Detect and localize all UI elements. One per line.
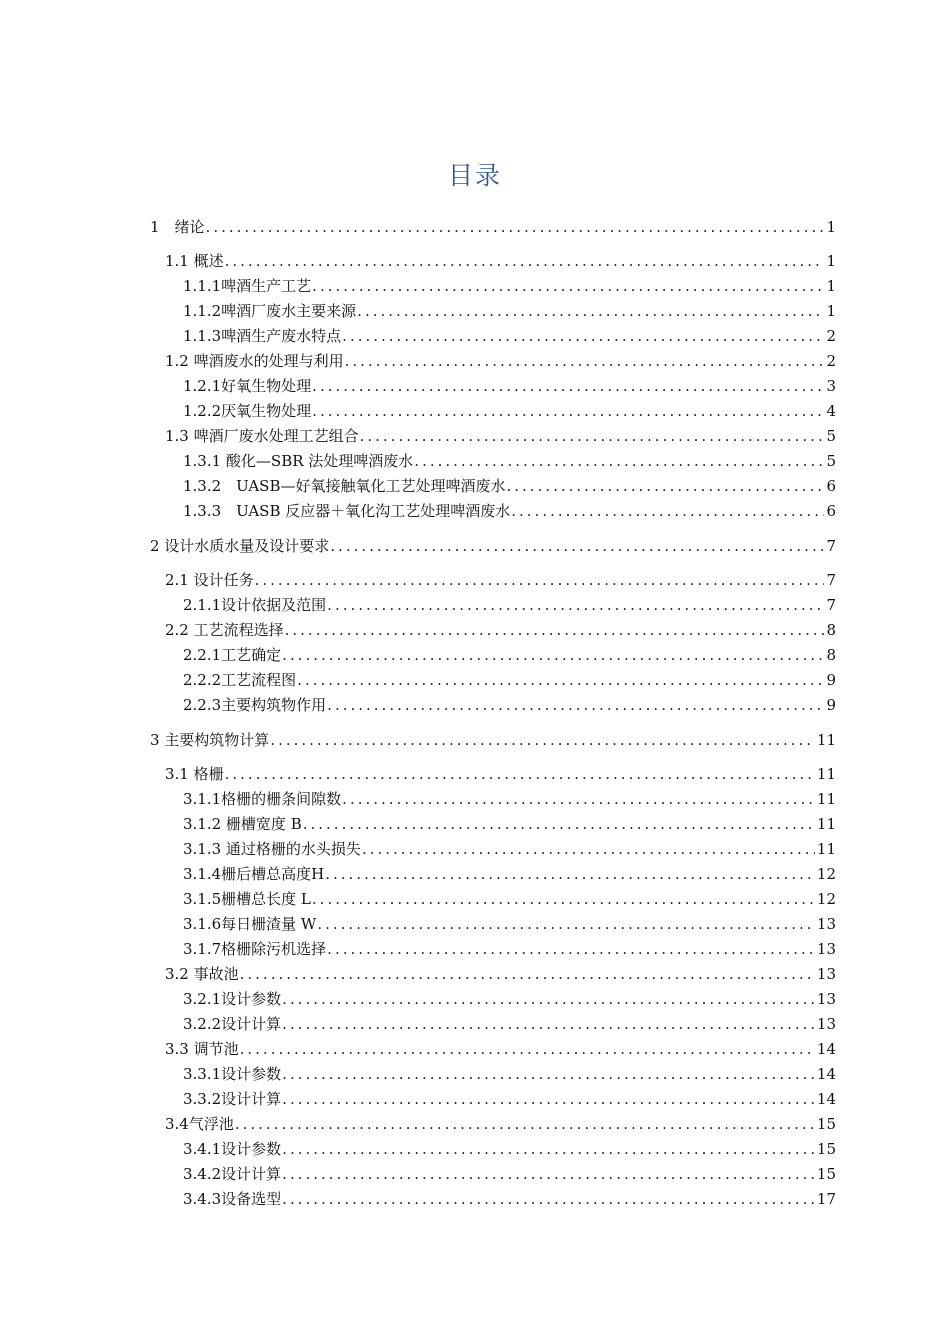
toc-entry-label: 3.4.3设备选型 xyxy=(183,1190,282,1208)
toc-entry-label: 3 主要构筑物计算 xyxy=(150,731,270,749)
toc-leader-dots xyxy=(225,763,815,785)
toc-entry-page: 7 xyxy=(826,596,836,614)
toc-leader-dots xyxy=(317,913,815,935)
toc-entry-label: 2.2.1工艺确定 xyxy=(183,646,282,664)
toc-entry[interactable] xyxy=(183,863,836,885)
toc-leader-dots xyxy=(282,988,815,1010)
toc-entry-label: 3.3.1设计参数 xyxy=(183,1065,282,1083)
toc-leader-dots xyxy=(357,300,824,322)
toc-entry[interactable] xyxy=(183,450,836,472)
toc-entry-label: 2.1 设计任务 xyxy=(165,571,254,589)
toc-leader-dots xyxy=(240,963,815,985)
toc-entry-page: 6 xyxy=(826,477,836,495)
toc-entry[interactable] xyxy=(183,500,836,522)
toc-entry-label: 1.1.2啤酒厂废水主要来源 xyxy=(183,302,357,320)
toc-entry-label: 1 绪论 xyxy=(150,218,205,236)
toc-entry-page: 11 xyxy=(816,790,836,808)
toc-entry[interactable] xyxy=(183,888,836,910)
toc-entry-page: 1 xyxy=(826,277,836,295)
toc-entry-page: 9 xyxy=(826,671,836,689)
toc-entry[interactable] xyxy=(183,813,836,835)
toc-entry-label: 3.2 事故池 xyxy=(165,965,239,983)
toc-entry-page: 13 xyxy=(816,940,836,958)
toc-entry[interactable] xyxy=(183,375,836,397)
toc-entry-label: 3.4.1设计参数 xyxy=(183,1140,282,1158)
toc-entry-label: 3.1.3 通过格栅的水头损失 xyxy=(183,840,361,858)
toc-entry-page: 14 xyxy=(816,1065,836,1083)
toc-entry-label: 1.3.1 酸化—SBR 法处理啤酒废水 xyxy=(183,452,414,470)
toc-entry-page: 13 xyxy=(816,1015,836,1033)
toc-entry[interactable] xyxy=(183,1013,836,1035)
toc-entry-label: 1.1.3啤酒生产废水特点 xyxy=(183,327,342,345)
toc-entry-label: 1.3.2 UASB—好氧接触氧化工艺处理啤酒废水 xyxy=(183,477,506,495)
toc-entry[interactable] xyxy=(165,350,836,372)
toc-leader-dots xyxy=(511,500,824,522)
toc-entry-label: 3.1.6每日栅渣量 W xyxy=(183,915,317,933)
toc-leader-dots xyxy=(240,1038,815,1060)
toc-entry-page: 5 xyxy=(826,452,836,470)
toc-entry[interactable] xyxy=(183,694,836,716)
toc-entry-label: 3.1 格栅 xyxy=(165,765,224,783)
toc-leader-dots xyxy=(360,425,825,447)
toc-entry-page: 15 xyxy=(816,1115,836,1133)
toc-leader-dots xyxy=(225,250,825,272)
toc-entry-page: 12 xyxy=(816,865,836,883)
toc-leader-dots xyxy=(206,216,825,238)
toc-leader-dots xyxy=(342,325,824,347)
toc-entry[interactable] xyxy=(150,535,836,557)
toc-entry-label: 3.1.5栅槽总长度 L xyxy=(183,890,311,908)
toc-leader-dots xyxy=(506,475,824,497)
toc-entry-label: 2 设计水质水量及设计要求 xyxy=(150,537,330,555)
toc-entry[interactable] xyxy=(165,1038,836,1060)
toc-entry[interactable] xyxy=(183,300,836,322)
toc-entry-page: 5 xyxy=(826,427,836,445)
toc-entry[interactable] xyxy=(183,1138,836,1160)
toc-leader-dots xyxy=(312,375,824,397)
toc-leader-dots xyxy=(312,888,815,910)
toc-leader-dots xyxy=(312,275,824,297)
toc-entry-label: 1.2.2厌氧生物处理 xyxy=(183,402,312,420)
toc-leader-dots xyxy=(303,813,815,835)
toc-entry-label: 3.1.2 栅槽宽度 B xyxy=(183,815,302,833)
toc-entry-label: 3.2.1设计参数 xyxy=(183,990,282,1008)
toc-entry-label: 1.3 啤酒厂废水处理工艺组合 xyxy=(165,427,359,445)
toc-leader-dots xyxy=(270,729,815,751)
toc-entry[interactable] xyxy=(165,763,836,785)
toc-entry-label: 3.3.2设计计算 xyxy=(183,1090,282,1108)
toc-entry-page: 8 xyxy=(826,646,836,664)
toc-entry-page: 6 xyxy=(826,502,836,520)
toc-entry-page: 9 xyxy=(826,696,836,714)
toc-leader-dots xyxy=(282,1088,815,1110)
toc-entry-page: 13 xyxy=(816,965,836,983)
toc-entry[interactable] xyxy=(165,1113,836,1135)
toc-entry-label: 1.3.3 UASB 反应器＋氧化沟工艺处理啤酒废水 xyxy=(183,502,511,520)
toc-entry[interactable] xyxy=(183,275,836,297)
toc-entry-label: 2.1.1设计依据及范围 xyxy=(183,596,327,614)
toc-entry[interactable] xyxy=(183,594,836,616)
toc-entry[interactable] xyxy=(183,788,836,810)
toc-entry-label: 3.3 调节池 xyxy=(165,1040,239,1058)
toc-leader-dots xyxy=(342,788,815,810)
toc-leader-dots xyxy=(325,863,815,885)
toc-leader-dots xyxy=(330,535,824,557)
toc-leader-dots xyxy=(285,619,825,641)
toc-entry-page: 1 xyxy=(826,218,836,236)
toc-entry[interactable] xyxy=(183,1163,836,1185)
toc-entry-label: 3.1.4栅后槽总高度H xyxy=(183,865,325,883)
toc-entry-label: 2.2.3主要构筑物作用 xyxy=(183,696,327,714)
toc-entry[interactable] xyxy=(183,913,836,935)
toc-entry-page: 15 xyxy=(816,1140,836,1158)
toc-entry[interactable] xyxy=(183,988,836,1010)
toc-leader-dots xyxy=(312,400,824,422)
toc-entry-page: 14 xyxy=(816,1040,836,1058)
toc-entry-page: 7 xyxy=(826,537,836,555)
toc-leader-dots xyxy=(297,669,824,691)
toc-leader-dots xyxy=(414,450,824,472)
toc-entry[interactable] xyxy=(183,475,836,497)
page-title: 目录 xyxy=(447,161,502,190)
toc-entry-page: 11 xyxy=(816,840,836,858)
toc-entry-label: 3.1.7格栅除污机选择 xyxy=(183,940,327,958)
toc-entry-label: 3.4.2设计计算 xyxy=(183,1165,282,1183)
toc-leader-dots xyxy=(327,594,824,616)
toc-entry[interactable] xyxy=(183,1063,836,1085)
toc-entry-label: 1.1.1啤酒生产工艺 xyxy=(183,277,312,295)
toc-entry[interactable] xyxy=(183,838,836,860)
toc-entry-label: 3.4气浮池 xyxy=(165,1115,234,1133)
toc-entry-page: 11 xyxy=(816,815,836,833)
toc-leader-dots xyxy=(235,1113,815,1135)
toc-entry-page: 13 xyxy=(816,915,836,933)
toc-entry-label: 1.2 啤酒废水的处理与利用 xyxy=(165,352,344,370)
toc-leader-dots xyxy=(327,694,824,716)
toc-entry[interactable] xyxy=(183,1088,836,1110)
toc-entry[interactable] xyxy=(165,250,836,272)
toc-entry[interactable] xyxy=(183,669,836,691)
toc-entry-label: 3.1.1格栅的栅条间隙数 xyxy=(183,790,342,808)
toc-entry[interactable] xyxy=(165,963,836,985)
toc-entry-label: 3.2.2设计计算 xyxy=(183,1015,282,1033)
toc-entry-page: 4 xyxy=(826,402,836,420)
toc-leader-dots xyxy=(282,1013,815,1035)
toc-entry-label: 1.2.1好氧生物处理 xyxy=(183,377,312,395)
toc-leader-dots xyxy=(282,644,824,666)
toc-entry-page: 15 xyxy=(816,1165,836,1183)
toc-entry[interactable] xyxy=(150,729,836,751)
toc-entry-page: 1 xyxy=(826,252,836,270)
toc-entry-page: 2 xyxy=(826,327,836,345)
toc-entry-page: 8 xyxy=(826,621,836,639)
toc-entry[interactable] xyxy=(183,325,836,347)
toc-entry[interactable] xyxy=(183,938,836,960)
toc-leader-dots xyxy=(282,1063,815,1085)
toc-entry[interactable] xyxy=(183,400,836,422)
toc-entry-page: 1 xyxy=(826,302,836,320)
toc-entry-page: 14 xyxy=(816,1090,836,1108)
toc-entry-label: 2.2 工艺流程选择 xyxy=(165,621,284,639)
toc-entry-page: 11 xyxy=(816,731,836,749)
toc-leader-dots xyxy=(282,1163,815,1185)
toc-entry-page: 13 xyxy=(816,990,836,1008)
toc-entry[interactable] xyxy=(150,216,836,238)
toc-leader-dots xyxy=(362,838,815,860)
toc-entry-page: 3 xyxy=(826,377,836,395)
toc-entry-page: 7 xyxy=(826,571,836,589)
toc-entry-label: 1.1 概述 xyxy=(165,252,224,270)
toc-leader-dots xyxy=(282,1188,815,1210)
toc-entry[interactable] xyxy=(183,1188,836,1210)
toc-entry-page: 17 xyxy=(816,1190,836,1208)
toc-leader-dots xyxy=(282,1138,815,1160)
toc-leader-dots xyxy=(327,938,815,960)
toc-entry[interactable] xyxy=(165,619,836,641)
toc-entry[interactable] xyxy=(183,644,836,666)
toc-entry-page: 11 xyxy=(816,765,836,783)
toc-entry-page: 2 xyxy=(826,352,836,370)
toc-entry-label: 2.2.2工艺流程图 xyxy=(183,671,297,689)
toc-entry[interactable] xyxy=(165,425,836,447)
toc-leader-dots xyxy=(255,569,825,591)
toc-entry-page: 12 xyxy=(816,890,836,908)
toc-leader-dots xyxy=(345,350,825,372)
toc-entry[interactable] xyxy=(165,569,836,591)
